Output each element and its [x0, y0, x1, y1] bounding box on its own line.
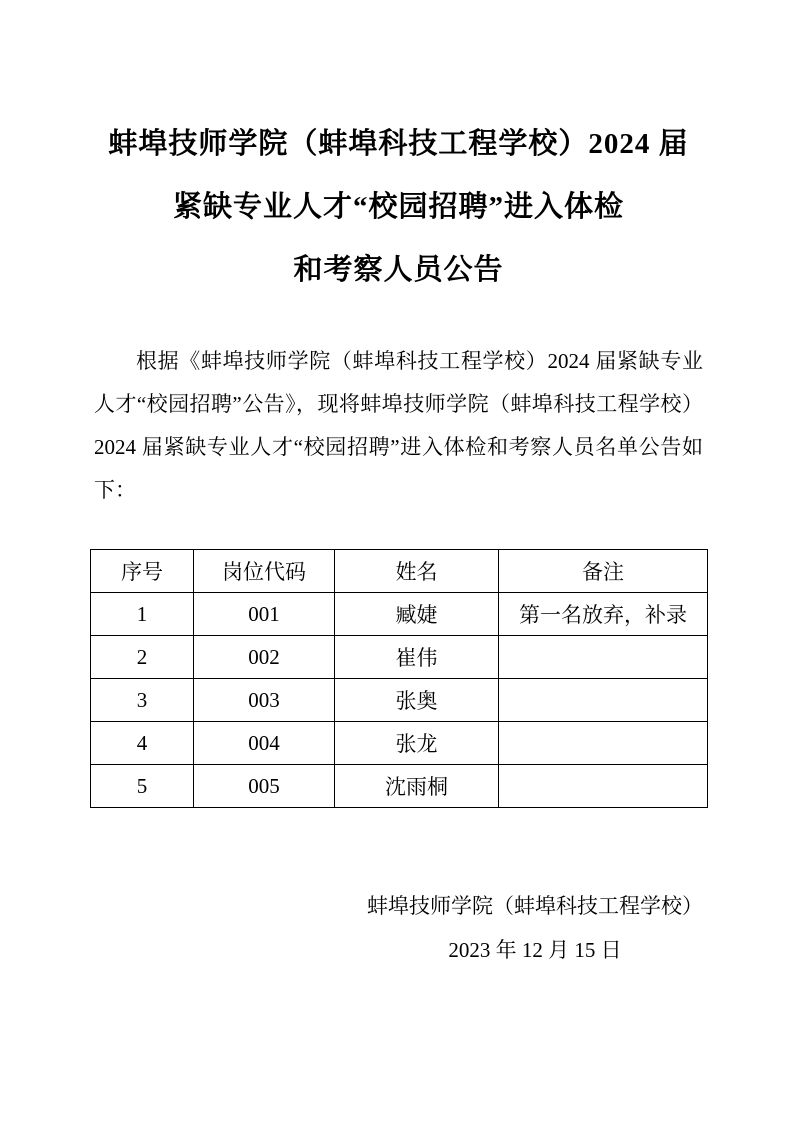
column-header-remark: 备注: [499, 550, 708, 593]
table-cell-index: 3: [91, 679, 194, 722]
table-cell-index: 2: [91, 636, 194, 679]
column-header-index: 序号: [91, 550, 194, 593]
table-cell-remark: [499, 765, 708, 808]
table-cell-index: 1: [91, 593, 194, 636]
table-cell-job-code: 005: [194, 765, 335, 808]
table-cell-name: 崔伟: [335, 636, 499, 679]
table-cell-name: 沈雨桐: [335, 765, 499, 808]
table-cell-index: 5: [91, 765, 194, 808]
table-cell-remark: [499, 679, 708, 722]
title-line-2: 紧缺专业人才“校园招聘”进入体检: [172, 191, 624, 223]
title-line-1: 蚌埠技师学院（蚌埠科技工程学校）2024 届: [108, 128, 689, 160]
table-cell-remark: [499, 636, 708, 679]
table-row: [91, 636, 708, 679]
signature: 蚌埠技师学院（蚌埠科技工程学校）: [367, 894, 703, 918]
title-line-3: 和考察人员公告: [293, 254, 504, 286]
table-cell-remark: [499, 722, 708, 765]
column-header-name: 姓名: [335, 550, 499, 593]
table-cell-remark: 第一名放弃，补录: [499, 593, 708, 636]
table-cell-job-code: 001: [194, 593, 335, 636]
table-row: [91, 765, 708, 808]
table-cell-job-code: 003: [194, 679, 335, 722]
table-header-row: [91, 550, 708, 593]
table-cell-job-code: 002: [194, 636, 335, 679]
table-row: [91, 722, 708, 765]
body-paragraph: 根据《蚌埠技师学院（蚌埠科技工程学校）2024 届紧缺专业人才“校园招聘”公告》，现将蚌埠技师学院（蚌埠科技工程学校）2024 届紧缺专业人才“校园招聘”进入体检和考察人员名单公告如下：: [94, 349, 703, 502]
table-cell-name: 臧婕: [335, 593, 499, 636]
table-cell-name: 张奥: [335, 679, 499, 722]
table-cell-index: 4: [91, 722, 194, 765]
table-cell-job-code: 004: [194, 722, 335, 765]
column-header-job-code: 岗位代码: [194, 550, 335, 593]
footer-block: [367, 884, 703, 972]
date: 2023 年 12 月 15 日: [448, 938, 622, 962]
table-cell-name: 张龙: [335, 722, 499, 765]
table-row: [91, 679, 708, 722]
page-title: [94, 113, 703, 302]
candidates-table: [90, 549, 708, 808]
table-row: [91, 593, 708, 636]
document-footer: [94, 884, 703, 972]
